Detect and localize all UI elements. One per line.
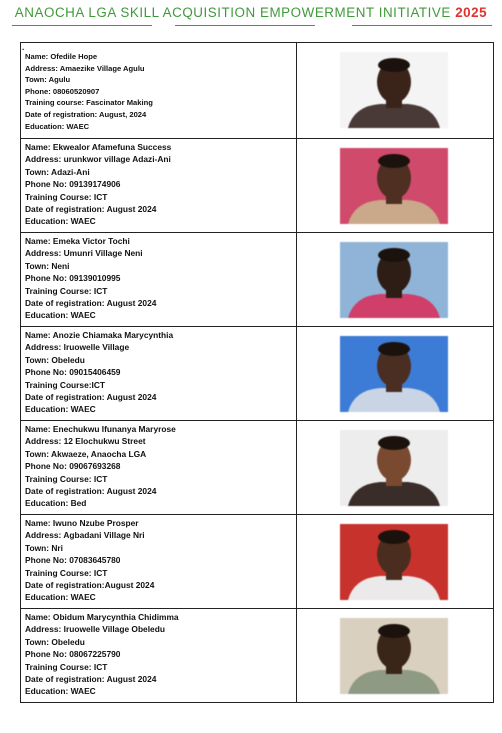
trainee-name: Name: Ofedile Hope (25, 52, 98, 61)
trainee-photo (340, 430, 448, 506)
trainee-date: Date of registration: August 2024 (25, 392, 157, 403)
trainee-row (21, 421, 494, 515)
trainee-date: Date of registration: August 2024 (25, 204, 157, 215)
header-title: ANAOCHA LGA SKILL ACQUISITION EMPOWERMENT INITIATIVE (14, 5, 451, 20)
photo-cell (297, 139, 494, 233)
document-header (0, 5, 502, 20)
trainee-education: Education: WAEC (25, 121, 90, 131)
trainee-phone: Phone No: 08067225790 (25, 649, 121, 660)
trainee-date: Date of registration: August 2024 (25, 674, 157, 685)
trainee-details (21, 233, 297, 327)
photo-cell (297, 421, 494, 515)
trainee-address: Address: Agbadani Village Nri (25, 530, 145, 541)
trainee-date: Date of registration: August 2024 (25, 486, 157, 497)
trainee-photo (340, 52, 448, 128)
trainee-course: Training course: Fascinator Making (25, 98, 153, 108)
header-rule (12, 25, 152, 26)
trainee-photo (340, 242, 448, 318)
trainee-date: Date of registration: August 2024 (25, 298, 157, 309)
photo-cell (297, 515, 494, 609)
trainee-row (21, 515, 494, 609)
trainee-phone: Phone: 08060520907 (25, 86, 100, 96)
trainee-table (20, 42, 494, 703)
trainee-education: Education: Bed (25, 498, 87, 509)
trainee-education: Education: WAEC (25, 404, 96, 415)
trainee-name: Name: Anozie Chiamaka Marycynthia (25, 330, 174, 340)
trainee-town: Town: Akwaeze, Anaocha LGA (25, 448, 147, 459)
trainee-address: Address: 12 Elochukwu Street (25, 436, 146, 447)
trainee-town: Town: Neni (25, 260, 70, 271)
trainee-address: Address: Umunri Village Neni (25, 248, 143, 259)
trainee-photo (340, 618, 448, 694)
trainee-phone: Phone No: 09139174906 (25, 179, 121, 190)
photo-cell (297, 327, 494, 421)
trainee-address: Address: Amaezike Village Agulu (25, 63, 145, 73)
trainee-education: Education: WAEC (25, 686, 96, 697)
trainee-address: Address: urunkwor village Adazi-Ani (25, 154, 171, 165)
trainee-education: Education: WAEC (25, 310, 96, 321)
trainee-course: Training Course: ICT (25, 661, 108, 672)
trainee-course: Training Course:ICT (25, 379, 106, 390)
trainee-photo (340, 336, 448, 412)
trainee-town: Town: Obeledu (25, 354, 85, 365)
header-rule (352, 25, 492, 26)
header-year: 2025 (455, 5, 488, 20)
marker-dot: . (22, 43, 25, 52)
trainee-date: Date of registration:August 2024 (25, 580, 155, 591)
photo-cell (297, 233, 494, 327)
trainee-photo (340, 148, 448, 224)
trainee-row (21, 139, 494, 233)
trainee-town: Town: Agulu (25, 75, 71, 85)
trainee-course: Training Course: ICT (25, 285, 108, 296)
photo-cell (297, 43, 494, 139)
trainee-row (21, 43, 494, 139)
trainee-name: Name: Ekwealor Afamefuna Success (25, 142, 172, 152)
trainee-row (21, 233, 494, 327)
trainee-row (21, 609, 494, 703)
trainee-education: Education: WAEC (25, 592, 96, 603)
trainee-details (21, 43, 297, 139)
trainee-course: Training Course: ICT (25, 567, 108, 578)
trainee-details (21, 327, 297, 421)
trainee-address: Address: Iruowelle Village Obeledu (25, 624, 165, 635)
trainee-name: Name: Enechukwu Ifunanya Maryrose (25, 424, 176, 434)
trainee-phone: Phone No: 09139010995 (25, 273, 121, 284)
trainee-name: Name: Iwuno Nzube Prosper (25, 518, 139, 528)
trainee-details (21, 421, 297, 515)
trainee-phone: Phone No: 09015406459 (25, 367, 121, 378)
trainee-town: Town: Obeledu (25, 636, 85, 647)
trainee-photo (340, 524, 448, 600)
trainee-town: Town: Adazi-Ani (25, 166, 90, 177)
photo-cell (297, 609, 494, 703)
trainee-address: Address: Iruowelle Village (25, 342, 130, 353)
trainee-course: Training Course: ICT (25, 473, 108, 484)
trainee-town: Town: Nri (25, 542, 63, 553)
trainee-details (21, 515, 297, 609)
trainee-phone: Phone No: 09067693268 (25, 461, 121, 472)
header-rule (175, 25, 315, 26)
trainee-date: Date of registration: August, 2024 (25, 109, 147, 119)
trainee-name: Name: Obidum Marycynthia Chidimma (25, 612, 179, 622)
trainee-details (21, 609, 297, 703)
trainee-row (21, 327, 494, 421)
trainee-name: Name: Emeka Victor Tochi (25, 236, 130, 246)
trainee-education: Education: WAEC (25, 216, 96, 227)
trainee-course: Training Course: ICT (25, 191, 108, 202)
trainee-details (21, 139, 297, 233)
trainee-phone: Phone No: 07083645780 (25, 555, 121, 566)
